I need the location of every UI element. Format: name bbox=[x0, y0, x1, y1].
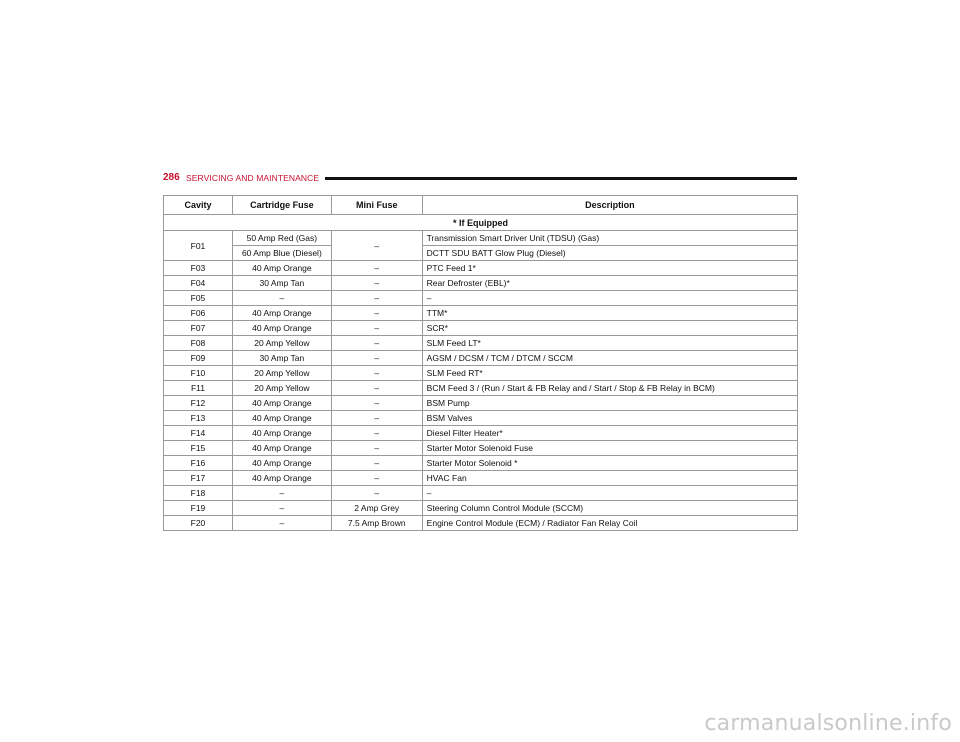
cavity-cell: F01 bbox=[164, 231, 233, 261]
cartridge-cell: 20 Amp Yellow bbox=[232, 381, 331, 396]
cavity-cell: F11 bbox=[164, 381, 233, 396]
description-cell: Starter Motor Solenoid Fuse bbox=[422, 441, 797, 456]
mini-cell: – bbox=[331, 381, 422, 396]
table-row bbox=[164, 426, 798, 441]
table-row bbox=[164, 381, 798, 396]
table-header-row bbox=[164, 196, 798, 215]
table-row bbox=[164, 441, 798, 456]
cartridge-cell: 40 Amp Orange bbox=[232, 456, 331, 471]
cavity-cell: F17 bbox=[164, 471, 233, 486]
mini-cell: – bbox=[331, 306, 422, 321]
column-header-mini-fuse: Mini Fuse bbox=[331, 196, 422, 215]
table-row bbox=[164, 396, 798, 411]
description-cell: TTM* bbox=[422, 306, 797, 321]
table-note-row bbox=[164, 215, 798, 231]
cartridge-cell: – bbox=[232, 501, 331, 516]
table-row bbox=[164, 336, 798, 351]
cartridge-cell: 40 Amp Orange bbox=[232, 471, 331, 486]
cavity-cell: F12 bbox=[164, 396, 233, 411]
column-header-cavity: Cavity bbox=[164, 196, 233, 215]
mini-cell: 2 Amp Grey bbox=[331, 501, 422, 516]
table-row bbox=[164, 366, 798, 381]
cartridge-cell: 40 Amp Orange bbox=[232, 261, 331, 276]
cartridge-cell: 30 Amp Tan bbox=[232, 276, 331, 291]
mini-cell: – bbox=[331, 396, 422, 411]
description-cell: SLM Feed LT* bbox=[422, 336, 797, 351]
if-equipped-note: * If Equipped bbox=[164, 215, 798, 231]
mini-cell: – bbox=[331, 321, 422, 336]
cartridge-cell: – bbox=[232, 516, 331, 531]
mini-cell: – bbox=[331, 441, 422, 456]
cavity-cell: F15 bbox=[164, 441, 233, 456]
cavity-cell: F05 bbox=[164, 291, 233, 306]
cavity-cell: F14 bbox=[164, 426, 233, 441]
description-cell: BCM Feed 3 / (Run / Start & FB Relay and / Start / Stop & FB Relay in BCM) bbox=[422, 381, 797, 396]
table-row bbox=[164, 231, 798, 246]
mini-cell: – bbox=[331, 261, 422, 276]
cartridge-cell: – bbox=[232, 486, 331, 501]
page-number: 286 bbox=[163, 172, 180, 183]
section-title: SERVICING AND MAINTENANCE bbox=[186, 173, 320, 183]
cavity-cell: F10 bbox=[164, 366, 233, 381]
cavity-cell: F07 bbox=[164, 321, 233, 336]
table-row bbox=[164, 501, 798, 516]
cavity-cell: F06 bbox=[164, 306, 233, 321]
cavity-cell: F13 bbox=[164, 411, 233, 426]
cartridge-cell: 40 Amp Orange bbox=[232, 441, 331, 456]
description-cell: SLM Feed RT* bbox=[422, 366, 797, 381]
table-row bbox=[164, 321, 798, 336]
cavity-cell: F08 bbox=[164, 336, 233, 351]
cavity-cell: F16 bbox=[164, 456, 233, 471]
mini-cell: – bbox=[331, 291, 422, 306]
description-cell: – bbox=[422, 291, 797, 306]
mini-cell: – bbox=[331, 426, 422, 441]
mini-cell: – bbox=[331, 486, 422, 501]
description-cell: AGSM / DCSM / TCM / DTCM / SCCM bbox=[422, 351, 797, 366]
cartridge-cell: 30 Amp Tan bbox=[232, 351, 331, 366]
cavity-cell: F03 bbox=[164, 261, 233, 276]
description-cell: Steering Column Control Module (SCCM) bbox=[422, 501, 797, 516]
table-row bbox=[164, 291, 798, 306]
table-row bbox=[164, 306, 798, 321]
cartridge-cell: 20 Amp Yellow bbox=[232, 366, 331, 381]
description-cell: Transmission Smart Driver Unit (TDSU) (Gas) bbox=[422, 231, 797, 246]
table-row bbox=[164, 276, 798, 291]
cartridge-cell: 40 Amp Orange bbox=[232, 426, 331, 441]
mini-cell: – bbox=[331, 351, 422, 366]
column-header-description: Description bbox=[422, 196, 797, 215]
description-cell: Rear Defroster (EBL)* bbox=[422, 276, 797, 291]
description-cell: BSM Pump bbox=[422, 396, 797, 411]
table-row bbox=[164, 471, 798, 486]
cartridge-cell: – bbox=[232, 291, 331, 306]
mini-cell: – bbox=[331, 276, 422, 291]
description-cell: DCTT SDU BATT Glow Plug (Diesel) bbox=[422, 246, 797, 261]
cavity-cell: F20 bbox=[164, 516, 233, 531]
cartridge-cell: 40 Amp Orange bbox=[232, 396, 331, 411]
cartridge-cell: 60 Amp Blue (Diesel) bbox=[232, 246, 331, 261]
table-row bbox=[164, 456, 798, 471]
cavity-cell: F19 bbox=[164, 501, 233, 516]
mini-cell: – bbox=[331, 366, 422, 381]
table-row bbox=[164, 261, 798, 276]
header-divider bbox=[325, 177, 797, 180]
cavity-cell: F09 bbox=[164, 351, 233, 366]
description-cell: Engine Control Module (ECM) / Radiator Fan Relay Coil bbox=[422, 516, 797, 531]
cartridge-cell: 40 Amp Orange bbox=[232, 321, 331, 336]
description-cell: – bbox=[422, 486, 797, 501]
mini-cell: – bbox=[331, 411, 422, 426]
description-cell: SCR* bbox=[422, 321, 797, 336]
fuse-table bbox=[163, 195, 798, 531]
cavity-cell: F18 bbox=[164, 486, 233, 501]
column-header-cartridge-fuse: Cartridge Fuse bbox=[232, 196, 331, 215]
watermark: carmanualsonline.info bbox=[704, 711, 952, 736]
description-cell: Starter Motor Solenoid * bbox=[422, 456, 797, 471]
description-cell: BSM Valves bbox=[422, 411, 797, 426]
description-cell: HVAC Fan bbox=[422, 471, 797, 486]
mini-cell: – bbox=[331, 456, 422, 471]
description-cell: Diesel Filter Heater* bbox=[422, 426, 797, 441]
table-row bbox=[164, 516, 798, 531]
cartridge-cell: 20 Amp Yellow bbox=[232, 336, 331, 351]
mini-cell: – bbox=[331, 471, 422, 486]
mini-cell: – bbox=[331, 231, 422, 261]
page-header bbox=[163, 172, 799, 186]
mini-cell: – bbox=[331, 336, 422, 351]
cavity-cell: F04 bbox=[164, 276, 233, 291]
table-row bbox=[164, 411, 798, 426]
table-row bbox=[164, 351, 798, 366]
table-row bbox=[164, 486, 798, 501]
mini-cell: 7.5 Amp Brown bbox=[331, 516, 422, 531]
table-row bbox=[164, 246, 798, 261]
description-cell: PTC Feed 1* bbox=[422, 261, 797, 276]
cartridge-cell: 40 Amp Orange bbox=[232, 306, 331, 321]
cartridge-cell: 40 Amp Orange bbox=[232, 411, 331, 426]
cartridge-cell: 50 Amp Red (Gas) bbox=[232, 231, 331, 246]
